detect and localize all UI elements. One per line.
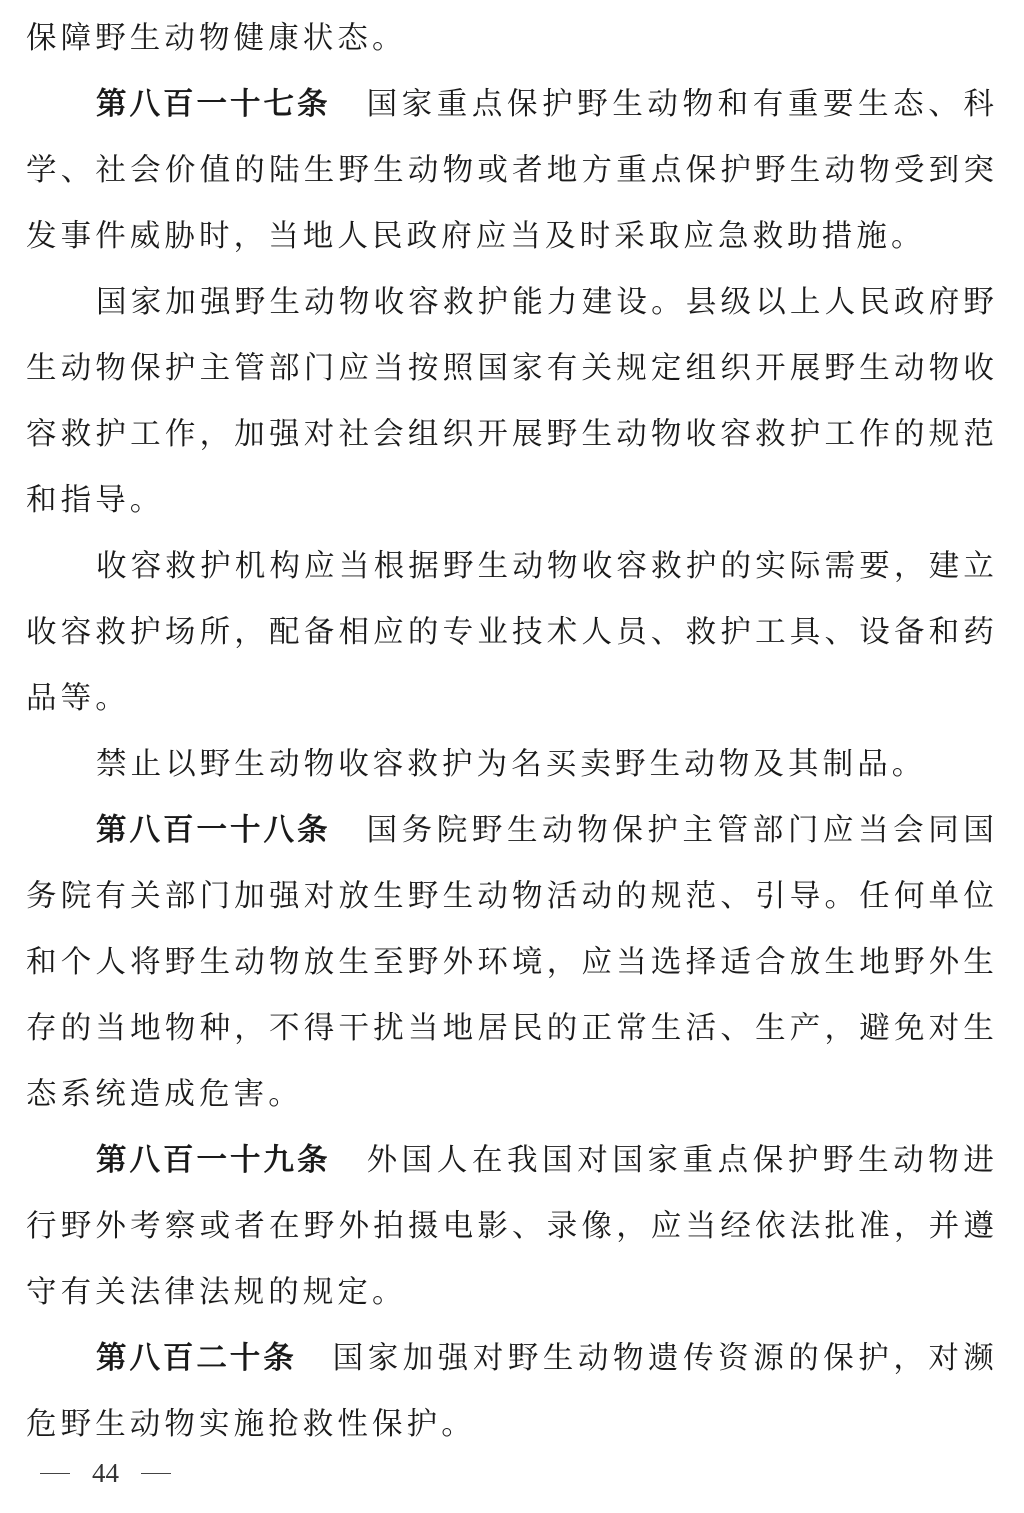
paragraph-text: 国务院野生动物保护主管部门应当会同国务院有关部门加强对放生野生动物活动的规范、引导。任何单位和个人将野生动物放生至野外环境，应当选择适合放生地野外生存的当地物种，不得干扰当地居民的正常生活、生产，避免对生态系统造成危害。 <box>26 813 998 1112</box>
paragraph-text: 收容救护机构应当根据野生动物收容救护的实际需要，建立收容救护场所，配备相应的专业技术人员、救护工具、设备和药品等。 <box>26 549 998 716</box>
footer-dash-left <box>40 1473 70 1475</box>
article-820 <box>26 1326 998 1458</box>
paragraph <box>26 270 998 534</box>
document-body <box>26 6 998 1458</box>
paragraph-text: 国家重点保护野生动物和有重要生态、科学、社会价值的陆生野生动物或者地方重点保护野生动物受到突发事件威胁时，当地人民政府应当及时采取应急救助措施。 <box>26 87 998 254</box>
paragraph-text: 国家加强对野生动物遗传资源的保护，对濒危野生动物实施抢救性保护。 <box>26 1341 999 1442</box>
article-818 <box>26 798 998 1128</box>
article-heading: 第八百一十九条 <box>96 1143 331 1178</box>
article-heading: 第八百一十七条 <box>96 87 331 122</box>
paragraph-text: 国家加强野生动物收容救护能力建设。县级以上人民政府野生动物保护主管部门应当按照国家有关规定组织开展野生动物收容救护工作，加强对社会组织开展野生动物收容救护工作的规范和指导。 <box>26 285 998 518</box>
paragraph <box>26 6 998 72</box>
paragraph-text: 保障野生动物健康状态。 <box>26 21 407 56</box>
footer-dash-right <box>141 1473 171 1475</box>
paragraph-text: 禁止以野生动物收容救护为名买卖野生动物及其制品。 <box>96 747 927 782</box>
article-817 <box>26 72 998 270</box>
paragraph-text: 外国人在我国对国家重点保护野生动物进行野外考察或者在野外拍摄电影、录像，应当经依法批准，并遵守有关法律法规的规定。 <box>26 1143 998 1310</box>
page-footer <box>40 1458 171 1489</box>
page-number: 44 <box>92 1458 119 1488</box>
article-819 <box>26 1128 998 1326</box>
paragraph <box>26 732 998 798</box>
paragraph <box>26 534 998 732</box>
article-heading: 第八百一十八条 <box>96 813 331 848</box>
article-heading: 第八百二十条 <box>96 1341 297 1376</box>
